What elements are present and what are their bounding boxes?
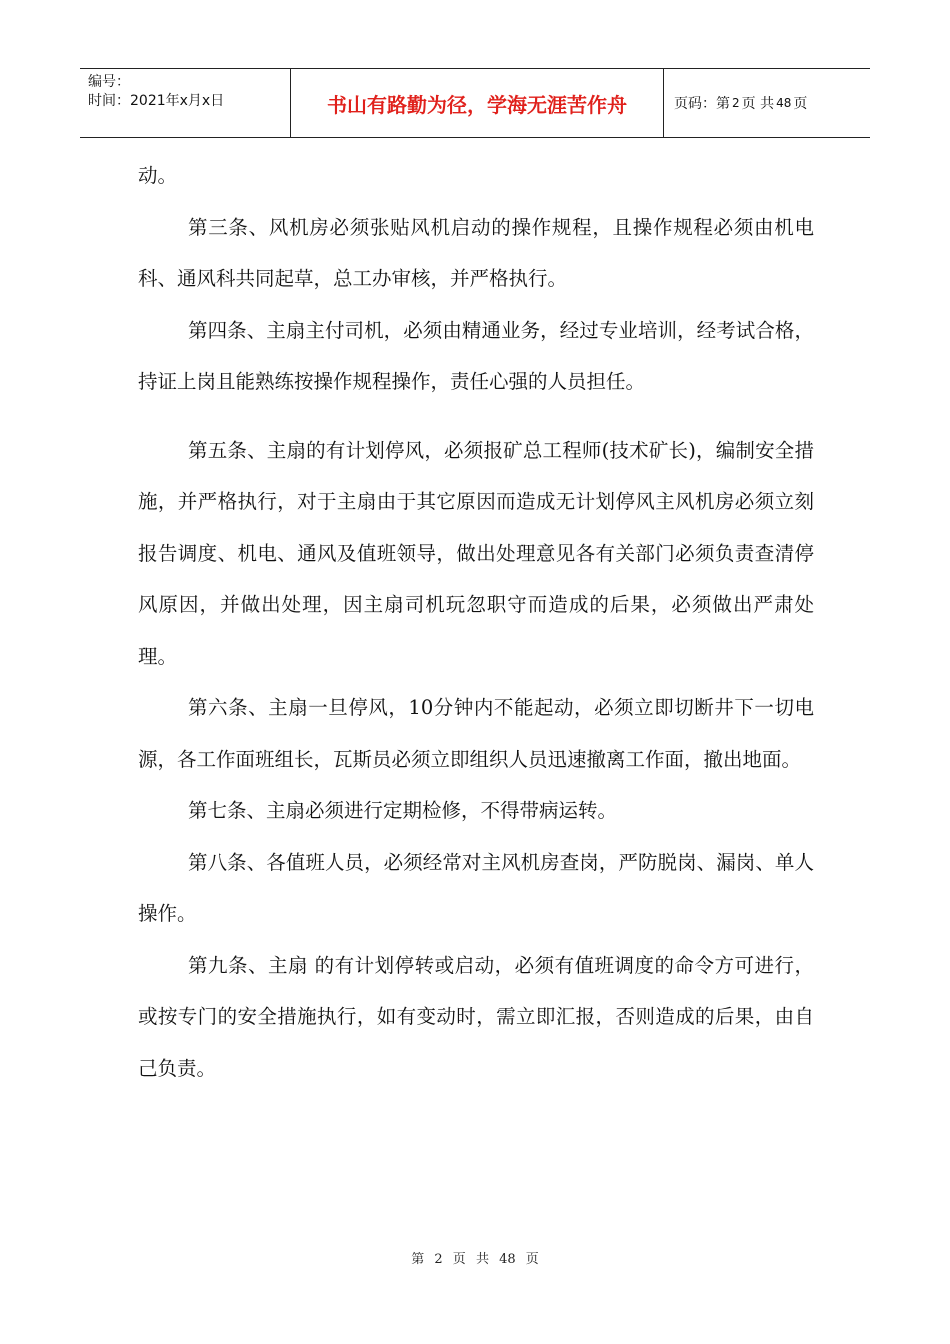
footer-page-word: 页 [452,1252,466,1267]
footer-suffix: 页 [525,1252,539,1267]
paragraph-article-8: 第八条、各值班人员，必须经常对主风机房查岗，严防脱岗、漏岗、单人操作。 [138,850,814,925]
page-number: 2 [732,96,740,110]
header-meta [80,69,291,137]
page-header [80,68,870,138]
paragraph-continuation: 动。 [138,164,178,187]
page-footer [0,1248,950,1267]
document-body [138,150,814,1094]
page-mid: 页 共 [741,96,775,112]
document-number-label: 编号： [88,74,130,90]
footer-page-number: 2 [434,1252,443,1267]
header-motto: 书山有路勤为径，学海无涯苦作舟 [291,69,664,137]
document-time-label: 时间：2021年x月x日 [88,93,225,109]
footer-prefix: 第 [411,1252,425,1267]
paragraph-article-6: 第六条、主扇一旦停风，10分钟内不能起动，必须立即切断井下一切电源，各工作面班组长，瓦斯员必须立即组织人员迅速撤离工作面，撤出地面。 [138,696,814,771]
paragraph-article-7: 第七条、主扇必须进行定期检修，不得带病运转。 [188,799,618,822]
page-prefix: 页码：第 [674,96,730,112]
paragraph-article-9: 第九条、主扇 的有计划停转或启动，必须有值班调度的命令方可进行，或按专门的安全措施执行，如有变动时，需立即汇报，否则造成的后果，由自己负责。 [138,953,814,1080]
footer-total-pages: 48 [499,1252,516,1267]
footer-total-word: 共 [475,1252,489,1267]
page-suffix: 页 [793,96,808,112]
page-total: 48 [776,96,792,110]
paragraph-article-5: 第五条、主扇的有计划停风，必须报矿总工程师(技术矿长)，编制安全措施，并严格执行，对于主扇由于其它原因而造成无计划停风主风机房必须立刻报告调度、机电、通风及值班领导，做出处理意见各有关部门必须负责查清停风原因，并做出处理，因主扇司机玩忽职守而造成的后果，必须做出严肃处理。 [138,438,814,668]
paragraph-article-3: 第三条、风机房必须张贴风机启动的操作规程，且操作规程必须由机电科、通风科共同起草，总工办审核，并严格执行。 [138,215,814,290]
header-page-info [664,69,870,137]
paragraph-article-4: 第四条、主扇主付司机，必须由精通业务，经过专业培训，经考试合格，持证上岗且能熟练按操作规程操作，责任心强的人员担任。 [138,318,814,393]
